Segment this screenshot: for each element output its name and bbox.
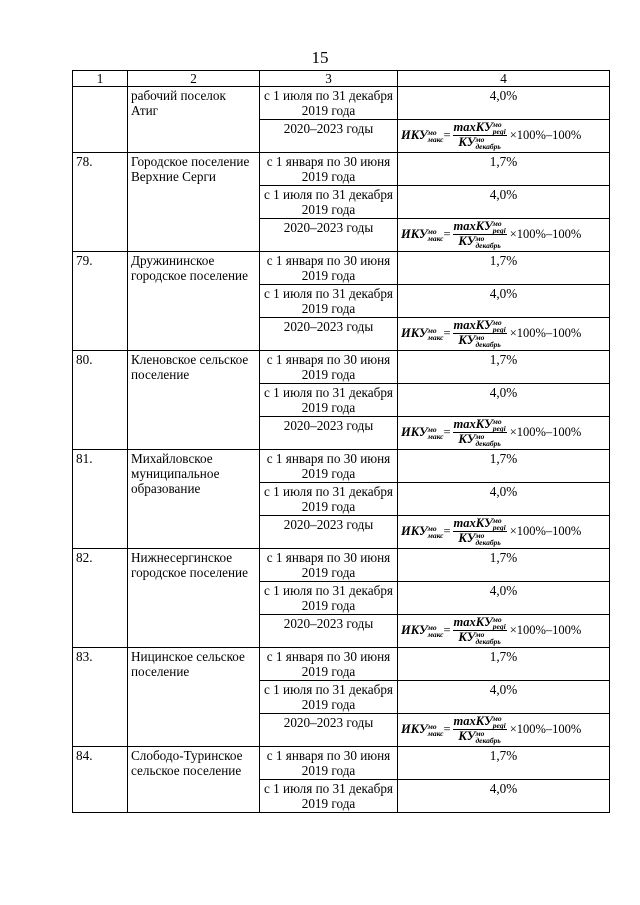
formula-numerator-sup: мо	[492, 615, 502, 625]
formula-numerator-sub: pegi	[492, 226, 506, 236]
row-number	[73, 87, 128, 153]
formula-numerator-sub: pegi	[492, 325, 506, 335]
formula-numerator-indices	[493, 517, 506, 531]
formula-denominator-main: КУ	[458, 432, 476, 447]
formula-lhs: ИКУ	[401, 524, 428, 539]
formula-tail: ×100%–100%	[509, 128, 582, 143]
formula-lhs-indices	[428, 723, 444, 737]
formula-denominator-sup: мо	[475, 432, 485, 442]
period-cell: 2020–2023 годы	[260, 714, 398, 747]
value-cell: 4,0%	[398, 780, 610, 813]
formula-lhs: ИКУ	[401, 722, 428, 737]
municipality-name: Кленовское сельское поселение	[128, 351, 260, 450]
formula-denominator-sub: декабрь	[475, 340, 501, 350]
value-cell: 4,0%	[398, 285, 610, 318]
table-row	[73, 747, 610, 780]
table-row	[73, 153, 610, 186]
formula-numerator-indices	[493, 616, 506, 630]
formula-denominator	[457, 136, 501, 150]
formula-numerator-main: maxКУ	[453, 219, 493, 233]
formula-denominator-sub: декабрь	[475, 142, 501, 152]
formula-denominator	[457, 730, 501, 744]
period-cell: с 1 июля по 31 декабря 2019 года	[260, 780, 398, 813]
formula-equals: =	[443, 623, 451, 638]
table-body	[73, 71, 610, 813]
municipality-name: Слободо-Туринское сельское поселение	[128, 747, 260, 813]
formula-lhs-sub: макс	[427, 332, 444, 342]
period-cell: с 1 января по 30 июня 2019 года	[260, 648, 398, 681]
period-cell: с 1 июля по 31 декабря 2019 года	[260, 681, 398, 714]
formula-lhs-sup: мо	[427, 325, 437, 335]
header-cell-2: 2	[128, 71, 260, 87]
value-cell: 4,0%	[398, 384, 610, 417]
formula-fraction	[453, 715, 507, 744]
period-cell: с 1 января по 30 июня 2019 года	[260, 747, 398, 780]
value-cell: 1,7%	[398, 351, 610, 384]
row-number: 84.	[73, 747, 128, 813]
row-number: 81.	[73, 450, 128, 549]
formula-lhs-sub: макс	[427, 728, 444, 738]
period-cell: с 1 января по 30 июня 2019 года	[260, 549, 398, 582]
value-cell: 1,7%	[398, 549, 610, 582]
formula-denominator-indices	[475, 532, 500, 546]
formula-numerator-sup: мо	[492, 417, 502, 427]
formula-lhs-sup: мо	[427, 127, 437, 137]
formula-denominator-sub: декабрь	[475, 736, 501, 746]
index-formula	[401, 319, 581, 348]
formula-lhs-sup: мо	[427, 622, 437, 632]
formula-lhs: ИКУ	[401, 128, 428, 143]
formula-denominator-main: КУ	[458, 135, 476, 150]
formula-denominator	[457, 532, 501, 546]
formula-denominator	[457, 334, 501, 348]
table-row	[73, 87, 610, 120]
period-cell: с 1 января по 30 июня 2019 года	[260, 252, 398, 285]
formula-numerator-main: maxКУ	[453, 318, 493, 332]
formula-denominator-main: КУ	[458, 729, 476, 744]
formula-numerator-indices	[493, 418, 506, 432]
header-cell-3: 3	[260, 71, 398, 87]
formula-lhs-sub: макс	[427, 431, 444, 441]
formula-lhs-sub: макс	[427, 629, 444, 639]
formula-denominator-sub: декабрь	[475, 637, 501, 647]
index-formula	[401, 121, 581, 150]
formula-numerator-sub: pegi	[492, 523, 506, 533]
formula-lhs: ИКУ	[401, 227, 428, 242]
header-row	[73, 71, 610, 87]
period-cell: 2020–2023 годы	[260, 219, 398, 252]
formula-denominator-sup: мо	[475, 531, 485, 541]
formula-tail: ×100%–100%	[509, 524, 582, 539]
value-cell: 1,7%	[398, 153, 610, 186]
formula-numerator	[453, 517, 507, 532]
formula-lhs-indices	[428, 129, 444, 143]
formula-numerator-indices	[493, 715, 506, 729]
formula-numerator	[453, 220, 507, 235]
index-formula	[401, 616, 581, 645]
formula-cell	[398, 615, 610, 648]
formula-denominator-sup: мо	[475, 135, 485, 145]
formula-denominator	[457, 631, 501, 645]
formula-tail: ×100%–100%	[509, 722, 582, 737]
formula-denominator	[457, 235, 501, 249]
table-row	[73, 549, 610, 582]
formula-denominator-indices	[475, 433, 500, 447]
municipality-name: Городское поселение Верхние Серги	[128, 153, 260, 252]
formula-numerator-main: maxКУ	[453, 516, 493, 530]
formula-denominator-sup: мо	[475, 234, 485, 244]
value-cell: 4,0%	[398, 87, 610, 120]
formula-lhs-sup: мо	[427, 226, 437, 236]
formula-cell	[398, 318, 610, 351]
formula-tail: ×100%–100%	[509, 227, 582, 242]
formula-numerator-sub: pegi	[492, 127, 506, 137]
period-cell: с 1 января по 30 июня 2019 года	[260, 351, 398, 384]
municipality-name: Нижнесергинское городское поселение	[128, 549, 260, 648]
formula-denominator-sup: мо	[475, 333, 485, 343]
formula-equals: =	[443, 128, 451, 143]
row-number: 78.	[73, 153, 128, 252]
formula-cell	[398, 219, 610, 252]
formula-denominator-indices	[475, 136, 500, 150]
formula-cell	[398, 417, 610, 450]
formula-denominator-indices	[475, 631, 500, 645]
formula-numerator-sup: мо	[492, 714, 502, 724]
formula-tail: ×100%–100%	[509, 623, 582, 638]
formula-denominator-main: КУ	[458, 333, 476, 348]
municipality-name: рабочий поселок Атиг	[128, 87, 260, 153]
formula-lhs-indices	[428, 426, 444, 440]
formula-lhs-sup: мо	[427, 424, 437, 434]
row-number: 79.	[73, 252, 128, 351]
formula-denominator-sub: декабрь	[475, 439, 501, 449]
formula-fraction	[453, 220, 507, 249]
formula-numerator-sup: мо	[492, 516, 502, 526]
formula-lhs-sub: макс	[427, 233, 444, 243]
formula-fraction	[453, 418, 507, 447]
index-formula	[401, 715, 581, 744]
index-formula	[401, 220, 581, 249]
municipality-name: Дружининское городское поселение	[128, 252, 260, 351]
formula-denominator-main: КУ	[458, 234, 476, 249]
formula-fraction	[453, 616, 507, 645]
formula-numerator-indices	[493, 121, 506, 135]
formula-tail: ×100%–100%	[509, 326, 582, 341]
formula-lhs-sub: макс	[427, 530, 444, 540]
header-cell-4: 4	[398, 71, 610, 87]
formula-numerator-sup: мо	[492, 219, 502, 229]
formula-denominator-indices	[475, 730, 500, 744]
formula-numerator	[453, 715, 507, 730]
value-cell: 4,0%	[398, 681, 610, 714]
formula-denominator-indices	[475, 235, 500, 249]
formula-tail: ×100%–100%	[509, 425, 582, 440]
formula-numerator-sub: pegi	[492, 622, 506, 632]
period-cell: с 1 июля по 31 декабря 2019 года	[260, 87, 398, 120]
formula-denominator-sub: декабрь	[475, 241, 501, 251]
period-cell: с 1 января по 30 июня 2019 года	[260, 153, 398, 186]
period-cell: с 1 июля по 31 декабря 2019 года	[260, 285, 398, 318]
value-cell: 1,7%	[398, 648, 610, 681]
formula-lhs: ИКУ	[401, 623, 428, 638]
period-cell: 2020–2023 годы	[260, 615, 398, 648]
formula-numerator-sub: pegi	[492, 721, 506, 731]
tariff-index-table	[72, 70, 610, 813]
formula-numerator	[453, 418, 507, 433]
value-cell: 1,7%	[398, 747, 610, 780]
formula-lhs-indices	[428, 525, 444, 539]
formula-equals: =	[443, 524, 451, 539]
municipality-name: Михайловское муниципальное образование	[128, 450, 260, 549]
formula-numerator-main: maxКУ	[453, 615, 493, 629]
formula-numerator-sup: мо	[492, 120, 502, 130]
period-cell: с 1 июля по 31 декабря 2019 года	[260, 582, 398, 615]
row-number: 82.	[73, 549, 128, 648]
header-cell-1: 1	[73, 71, 128, 87]
formula-cell	[398, 516, 610, 549]
formula-equals: =	[443, 227, 451, 242]
row-number: 83.	[73, 648, 128, 747]
page-number: 15	[311, 48, 329, 67]
table-row	[73, 648, 610, 681]
formula-denominator-indices	[475, 334, 500, 348]
formula-lhs-sub: макс	[427, 134, 444, 144]
formula-numerator	[453, 616, 507, 631]
value-cell: 4,0%	[398, 186, 610, 219]
formula-numerator	[453, 121, 507, 136]
index-formula	[401, 418, 581, 447]
formula-equals: =	[443, 425, 451, 440]
formula-denominator-sup: мо	[475, 630, 485, 640]
period-cell: 2020–2023 годы	[260, 120, 398, 153]
formula-fraction	[453, 517, 507, 546]
period-cell: с 1 июля по 31 декабря 2019 года	[260, 384, 398, 417]
formula-denominator-main: КУ	[458, 531, 476, 546]
formula-fraction	[453, 319, 507, 348]
formula-lhs-indices	[428, 624, 444, 638]
formula-cell	[398, 714, 610, 747]
formula-numerator-sub: pegi	[492, 424, 506, 434]
formula-numerator-main: maxКУ	[453, 417, 493, 431]
formula-fraction	[453, 121, 507, 150]
value-cell: 4,0%	[398, 582, 610, 615]
formula-denominator-sup: мо	[475, 729, 485, 739]
formula-lhs-indices	[428, 327, 444, 341]
formula-denominator-sub: декабрь	[475, 538, 501, 548]
table-row	[73, 252, 610, 285]
formula-lhs-sup: мо	[427, 523, 437, 533]
value-cell: 1,7%	[398, 450, 610, 483]
formula-numerator-indices	[493, 220, 506, 234]
formula-numerator-main: maxКУ	[453, 120, 493, 134]
period-cell: 2020–2023 годы	[260, 318, 398, 351]
table-row	[73, 351, 610, 384]
value-cell: 4,0%	[398, 483, 610, 516]
formula-denominator	[457, 433, 501, 447]
formula-equals: =	[443, 722, 451, 737]
formula-equals: =	[443, 326, 451, 341]
municipality-name: Ницинское сельское поселение	[128, 648, 260, 747]
period-cell: 2020–2023 годы	[260, 417, 398, 450]
table-row	[73, 450, 610, 483]
value-cell: 1,7%	[398, 252, 610, 285]
formula-denominator-main: КУ	[458, 630, 476, 645]
formula-lhs: ИКУ	[401, 425, 428, 440]
period-cell: с 1 июля по 31 декабря 2019 года	[260, 186, 398, 219]
formula-lhs-indices	[428, 228, 444, 242]
formula-lhs: ИКУ	[401, 326, 428, 341]
formula-lhs-sup: мо	[427, 721, 437, 731]
row-number: 80.	[73, 351, 128, 450]
formula-numerator-main: maxКУ	[453, 714, 493, 728]
period-cell: 2020–2023 годы	[260, 516, 398, 549]
formula-numerator-indices	[493, 319, 506, 333]
formula-numerator	[453, 319, 507, 334]
period-cell: с 1 июля по 31 декабря 2019 года	[260, 483, 398, 516]
index-formula	[401, 517, 581, 546]
period-cell: с 1 января по 30 июня 2019 года	[260, 450, 398, 483]
formula-cell	[398, 120, 610, 153]
formula-numerator-sup: мо	[492, 318, 502, 328]
